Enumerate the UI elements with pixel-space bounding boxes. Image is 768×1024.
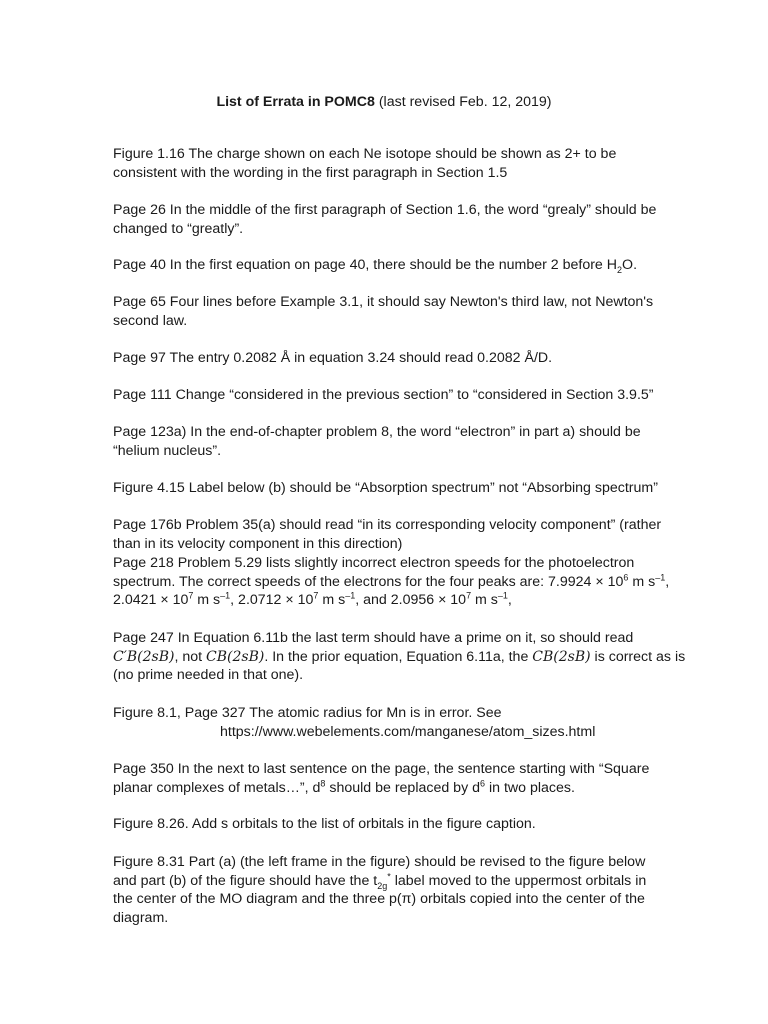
exponent: –1 [220, 590, 231, 601]
text-line: Figure 4.15 Label below (b) should be “Absorption spectrum” not “Absorbing spectrum” [113, 480, 658, 496]
erratum-figure-8-31 [113, 853, 713, 927]
text-line: Figure 8.1, Page 327 The atomic radius for Mn is in error. See [113, 705, 502, 721]
exponent: –1 [497, 590, 508, 601]
page-title [0, 92, 768, 112]
text-line: Page 218 Problem 5.29 lists slightly incorrect electron speeds for the photoelectron [113, 555, 635, 571]
text-line: the center of the MO diagram and the three p(π) orbitals copied into the center of the [113, 891, 645, 907]
text-line: changed to “greatly”. [113, 220, 244, 237]
text-line: Page 111 Change “considered in the previous section” to “considered in Section 3.9.5” [113, 387, 654, 403]
superscript: * [387, 870, 391, 881]
text-line: Page 97 The entry 0.2082 Å in equation 3.24 should read 0.2082 Å/D. [113, 350, 553, 366]
erratum-figure-1-16 [113, 145, 713, 182]
math-symbol: CB(2sB) [532, 648, 591, 665]
subscript: 2g [377, 880, 388, 891]
exponent: –1 [345, 590, 356, 601]
text-line: Page 350 In the next to last sentence on the page, the sentence starting with “Square [113, 761, 650, 777]
erratum-page-123a [113, 423, 713, 460]
text-line: m s [628, 573, 656, 590]
text-line: Page 123a) In the end-of-chapter problem 8, the word “electron” in part a) should be [113, 424, 641, 440]
text-line: is correct as is [590, 648, 686, 665]
equation-term [206, 649, 264, 665]
text-line: diagram. [113, 909, 169, 926]
text-line: O. [622, 257, 638, 273]
erratum-page-218 [113, 554, 713, 610]
exponent: 7 [466, 590, 472, 601]
exponent: 7 [313, 590, 319, 601]
text-line: Page 65 Four lines before Example 3.1, it should say Newton's third law, not Newton's [113, 294, 654, 310]
text-line: Figure 1.16 The charge shown on each Ne isotope should be shown as 2+ to be [113, 146, 617, 162]
text-line: Figure 8.26. Add s orbitals to the list of orbitals in the figure caption. [113, 816, 536, 832]
text-line: Page 176b Problem 35(a) should read “in its corresponding velocity component” (rather [113, 517, 662, 533]
erratum-page-65 [113, 293, 713, 330]
reference-url[interactable]: https://www.webelements.com/manganese/atom_sizes.html [220, 723, 596, 740]
equation-term [532, 649, 590, 665]
text-line: m s [193, 592, 221, 608]
text-line: second law. [113, 312, 188, 329]
exponent: 6 [480, 777, 486, 788]
text-line: Page 40 In the first equation on page 40, there should be the number 2 before H [113, 257, 618, 273]
equation-term [113, 649, 174, 665]
erratum-page-26 [113, 201, 713, 238]
math-symbol: CB(2sB) [206, 648, 265, 665]
exponent: 6 [623, 571, 629, 582]
text-line: , [507, 592, 512, 608]
erratum-figure-8-26 [113, 815, 713, 834]
text-line: (no prime needed in that one). [113, 667, 304, 683]
text-line: Figure 8.31 Part (a) (the left frame in the figure) should be revised to the figure below [113, 854, 646, 870]
text-line: . In the prior equation, Equation 6.11a, the [264, 648, 533, 665]
text-line: “helium nucleus”. [113, 442, 222, 459]
erratum-page-97 [113, 349, 713, 368]
text-line: in two places. [485, 779, 575, 796]
text-line: label moved to the uppermost orbitals in [390, 872, 647, 889]
title-bold: List of Errata in POMC8 [216, 94, 375, 110]
text-line: Page 247 In Equation 6.11b the last term should have a prime on it, so should read [113, 630, 634, 646]
text-line: spectrum. The correct speeds of the electrons for the four peaks are: 7.9924 × 10 [113, 573, 624, 590]
text-line: , [665, 573, 670, 590]
erratum-page-247 [113, 629, 713, 685]
text-line: m s [471, 592, 498, 608]
exponent: –1 [655, 571, 666, 582]
text-line: than in its velocity component in this direction) [113, 535, 403, 552]
title-date: (last revised Feb. 12, 2019) [374, 94, 552, 110]
text-line: m s [318, 592, 346, 608]
text-line: should be replaced by d [325, 779, 481, 796]
text-line: consistent with the wording in the first paragraph in Section 1.5 [113, 164, 508, 181]
erratum-page-176b [113, 516, 713, 553]
erratum-page-111 [113, 386, 713, 405]
text-line: and part (b) of the figure should have the t [113, 872, 378, 889]
text-line: 2.0421 × 10 [113, 592, 189, 608]
text-line: , and 2.0956 × 10 [355, 592, 467, 608]
exponent: 7 [188, 590, 194, 601]
text-line: , not [174, 648, 207, 665]
erratum-figure-8-1 [113, 704, 713, 741]
text-line: planar complexes of metals…”, d [113, 779, 321, 796]
text-line: , 2.0712 × 10 [230, 592, 314, 608]
exponent: 8 [320, 777, 326, 788]
text-line: Page 26 In the middle of the first paragraph of Section 1.6, the word “grealy” should be [113, 202, 657, 218]
subscript: 2 [617, 264, 623, 275]
math-symbol: C′B(2sB) [113, 648, 175, 665]
erratum-figure-4-15 [113, 479, 713, 498]
erratum-page-350 [113, 760, 713, 797]
erratum-page-40 [113, 256, 713, 275]
